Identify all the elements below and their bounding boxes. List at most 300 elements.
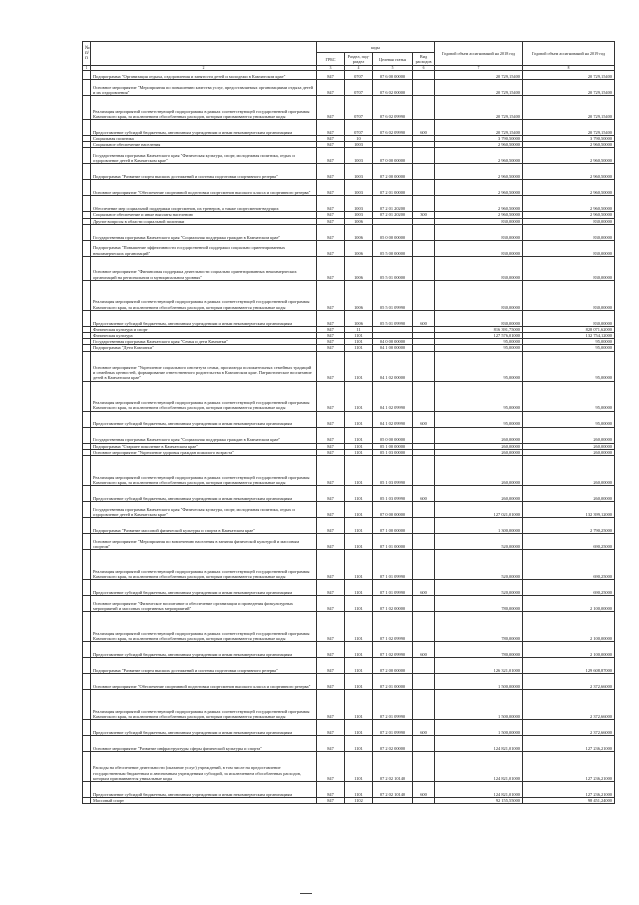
cell-v2: 95,00000 (523, 351, 615, 381)
table-row (83, 642, 615, 658)
cell-code: 847 (317, 218, 345, 224)
cell-code: 847 (317, 224, 345, 240)
cell-tgt: 05 5 01 00000 (373, 256, 413, 280)
cell-tgt: 04 1 02 09990 (373, 381, 413, 411)
cell-name: Реализация мероприятий соответствующей подпрограммы в рамках соответствующей государственной программы Камчатского края, за исключением обособленных расходов, которым присваиваются уникальные коды (91, 96, 317, 120)
cell-sec: 1101 (345, 580, 373, 596)
cell-code: 847 (317, 443, 345, 449)
cell-name: Реализация мероприятий соответствующей подпрограммы в рамках соответствующей государственной программы Камчатского края, за исключением обособленных расходов, которым присваиваются уникальные коды (91, 690, 317, 720)
cell-v1: 20 729,15400 (435, 120, 523, 136)
cell-num (83, 752, 91, 782)
cell-v2: 95,00000 (523, 345, 615, 351)
cell-v1: 2 960,50000 (435, 212, 523, 218)
cell-vr (413, 427, 435, 443)
cell-v1: 20 729,15400 (435, 71, 523, 80)
cell-code: 847 (317, 80, 345, 96)
cell-num (83, 148, 91, 164)
cell-name: Подпрограмма "Развитие спорта высших достижений и системы подготовки спортивного резерва" (91, 164, 317, 180)
cell-sec: 1102 (345, 798, 373, 804)
cell-sec: 1101 (345, 550, 373, 580)
cell-v1: 20 729,15400 (435, 80, 523, 96)
cell-v2: 129 608,87000 (523, 658, 615, 674)
cell-v2: 830,00000 (523, 310, 615, 326)
cell-v1: 95,00000 (435, 339, 523, 345)
cell-v2: 830,00000 (523, 224, 615, 240)
table-row (83, 534, 615, 550)
table-row (83, 280, 615, 310)
cell-sec: 1101 (345, 411, 373, 427)
cell-tgt: 05 1 03 09990 (373, 486, 413, 502)
cell-num (83, 658, 91, 674)
cell-num (83, 596, 91, 612)
cell-v1: 830,00000 (435, 240, 523, 256)
cell-sec: 1003 (345, 164, 373, 180)
cell-sec: 1101 (345, 642, 373, 658)
index-cell: 2 (91, 66, 317, 71)
cell-v1: 260,00000 (435, 449, 523, 455)
index-cell: 4 (345, 66, 373, 71)
cell-name: Государственная программа Камчатского края "Семья и дети Камчатки" (91, 339, 317, 345)
cell-v1: 830,00000 (435, 224, 523, 240)
table-row (83, 518, 615, 534)
table-row (83, 736, 615, 752)
cell-code: 847 (317, 142, 345, 148)
cell-vr (413, 196, 435, 212)
table-row (83, 351, 615, 381)
cell-sec: 1101 (345, 443, 373, 449)
cell-vr (413, 381, 435, 411)
cell-code: 847 (317, 310, 345, 326)
cell-v2: 2 960,50000 (523, 148, 615, 164)
cell-name: Физическая культура (91, 333, 317, 339)
table-row (83, 71, 615, 80)
cell-vr: 600 (413, 310, 435, 326)
table-row (83, 411, 615, 427)
cell-tgt: 04 1 02 09990 (373, 411, 413, 427)
cell-code: 847 (317, 280, 345, 310)
cell-vr (413, 596, 435, 612)
cell-num (83, 280, 91, 310)
cell-name: Предоставление субсидий бюджетным, автономным учреждениям и иным некоммерческим организациям (91, 411, 317, 427)
cell-sec: 0707 (345, 96, 373, 120)
cell-tgt: 07 0 00 00000 (373, 502, 413, 518)
cell-code: 847 (317, 345, 345, 351)
cell-v2: 260,00000 (523, 486, 615, 502)
cell-v1: 780,00000 (435, 612, 523, 642)
cell-v1: 1 300,00000 (435, 518, 523, 534)
cell-tgt: 05 5 00 00000 (373, 240, 413, 256)
cell-name: Реализация мероприятий соответствующей подпрограммы в рамках соответствующей государственной программы Камчатского края, за исключением обособленных расходов, которым присваиваются уникальные коды (91, 280, 317, 310)
cell-v2: 2 372,66000 (523, 690, 615, 720)
table-row (83, 502, 615, 518)
cell-tgt: 07 2 01 20200 (373, 196, 413, 212)
cell-num (83, 224, 91, 240)
cell-vr (413, 736, 435, 752)
cell-tgt: 05 1 03 00000 (373, 449, 413, 455)
cell-tgt: 07 1 02 00000 (373, 596, 413, 612)
table-header (83, 42, 615, 71)
cell-tgt: 07 2 01 09990 (373, 690, 413, 720)
cell-tgt: 05 1 00 00000 (373, 443, 413, 449)
cell-code: 847 (317, 534, 345, 550)
cell-name: Подпрограмма "Развитие массовой физической культуры и спорта в Камчатском крае" (91, 518, 317, 534)
cell-name: Предоставление субсидий бюджетным, автономным учреждениям и иным некоммерческим организациям (91, 120, 317, 136)
cell-name: Подпрограмма "Старшее поколение в Камчатском крае" (91, 443, 317, 449)
cell-tgt: 04 1 00 00000 (373, 345, 413, 351)
table-row (83, 456, 615, 486)
cell-v1: 2 960,50000 (435, 164, 523, 180)
cell-code: 847 (317, 136, 345, 142)
cell-sec: 1101 (345, 612, 373, 642)
cell-code: 847 (317, 736, 345, 752)
cell-num (83, 96, 91, 120)
cell-sec: 1101 (345, 381, 373, 411)
cell-tgt: 07 6 00 00000 (373, 71, 413, 80)
cell-vr (413, 798, 435, 804)
cell-sec: 11 (345, 326, 373, 332)
cell-sec: 1101 (345, 736, 373, 752)
cell-tgt: 07 2 02 10140 (373, 752, 413, 782)
cell-v2: 127 236,21000 (523, 736, 615, 752)
cell-name: Государственная программа Камчатского края "Социальная поддержка граждан в Камчатском крае" (91, 427, 317, 443)
cell-v2: 260,00000 (523, 449, 615, 455)
cell-v2: 830,00000 (523, 280, 615, 310)
cell-vr: 600 (413, 642, 435, 658)
header-num-pp: п/п (85, 51, 90, 61)
cell-v1: 260,00000 (435, 456, 523, 486)
cell-v1: 3 790,50000 (435, 136, 523, 142)
cell-code: 847 (317, 381, 345, 411)
header-num (83, 42, 91, 66)
cell-name: Основное мероприятие "Мероприятия по повышению качества услуг, предоставляемых организациями отдыха детей и их оздоровления" (91, 80, 317, 96)
cell-code: 847 (317, 456, 345, 486)
cell-name: Расходы на обеспечение деятельности (оказание услуг) учреждений, в том числе на предоставление государственным бюджетным и автономным учреждениям субсидий, за исключением обособленных расходов, которым присваиваются уникальные коды (91, 752, 317, 782)
cell-num (83, 612, 91, 642)
cell-code: 847 (317, 596, 345, 612)
cell-v2: 95,00000 (523, 339, 615, 345)
header-y2019: Годовой объем ассигнований на 2019 год (523, 42, 615, 66)
cell-name: Предоставление субсидий бюджетным, автономным учреждениям и иным некоммерческим организациям (91, 310, 317, 326)
table-row (83, 782, 615, 798)
cell-code: 847 (317, 212, 345, 218)
cell-name: Основное мероприятие "Обеспечение спортивной подготовки спортсменов высокого класса и спортивного резерва" (91, 180, 317, 196)
cell-num (83, 690, 91, 720)
header-target: Целевая статья (373, 53, 413, 66)
cell-code: 847 (317, 148, 345, 164)
cell-tgt: 07 1 01 09990 (373, 580, 413, 596)
cell-tgt: 04 0 00 00000 (373, 339, 413, 345)
cell-v1: 1 500,00000 (435, 674, 523, 690)
cell-name: Реализация мероприятий соответствующей подпрограммы в рамках соответствующей государственной программы Камчатского края, за исключением обособленных расходов, которым присваиваются уникальные коды (91, 612, 317, 642)
table-row (83, 752, 615, 782)
cell-vr (413, 502, 435, 518)
cell-tgt: 05 5 01 09990 (373, 310, 413, 326)
cell-v2: 2 372,66000 (523, 674, 615, 690)
cell-v1: 124 821,01000 (435, 782, 523, 798)
cell-code: 847 (317, 71, 345, 80)
header-name (91, 42, 317, 66)
cell-v2: 690,25000 (523, 534, 615, 550)
index-cell: 3 (317, 66, 345, 71)
cell-v2: 260,00000 (523, 443, 615, 449)
index-cell: 6 (413, 66, 435, 71)
cell-name: Социальное обеспечение и иные выплаты населению (91, 212, 317, 218)
cell-vr (413, 240, 435, 256)
cell-code: 847 (317, 518, 345, 534)
cell-tgt: 05 5 01 09990 (373, 280, 413, 310)
table-row (83, 196, 615, 212)
cell-tgt: 07 1 02 09990 (373, 612, 413, 642)
table-row (83, 427, 615, 443)
table-row (83, 580, 615, 596)
cell-sec: 1003 (345, 180, 373, 196)
table-row (83, 658, 615, 674)
cell-v1: 95,00000 (435, 345, 523, 351)
cell-code: 847 (317, 196, 345, 212)
cell-sec: 1101 (345, 456, 373, 486)
cell-vr (413, 80, 435, 96)
cell-vr (413, 351, 435, 381)
cell-v1: 1 500,00000 (435, 690, 523, 720)
cell-code: 847 (317, 427, 345, 443)
cell-name: Основное мероприятие "Финансовая поддержка деятельности социально ориентированных некоммерческих организаций на региональном и муниципальном уровнях" (91, 256, 317, 280)
cell-tgt: 07 2 01 00000 (373, 674, 413, 690)
cell-sec: 1101 (345, 333, 373, 339)
cell-v2: 2 960,50000 (523, 196, 615, 212)
cell-num (83, 486, 91, 502)
cell-vr (413, 658, 435, 674)
cell-code: 847 (317, 333, 345, 339)
index-cell: 7 (435, 66, 523, 71)
cell-v1: 816 391,75000 (435, 326, 523, 332)
cell-code: 847 (317, 339, 345, 345)
cell-v2: 3 790,50000 (523, 136, 615, 142)
cell-tgt: 05 0 00 00000 (373, 427, 413, 443)
cell-num (83, 411, 91, 427)
cell-sec: 1006 (345, 224, 373, 240)
cell-code: 847 (317, 550, 345, 580)
cell-vr: 600 (413, 782, 435, 798)
cell-v2: 2 100,00000 (523, 612, 615, 642)
table-row (83, 550, 615, 580)
cell-tgt: 07 6 02 00000 (373, 80, 413, 96)
cell-v2: 2 100,00000 (523, 642, 615, 658)
cell-v2: 2 960,50000 (523, 164, 615, 180)
cell-num (83, 580, 91, 596)
cell-vr (413, 224, 435, 240)
cell-v1: 780,00000 (435, 642, 523, 658)
table-row (83, 674, 615, 690)
cell-vr: 600 (413, 120, 435, 136)
cell-tgt: 07 2 01 00000 (373, 180, 413, 196)
cell-num (83, 381, 91, 411)
cell-vr (413, 180, 435, 196)
cell-name: Реализация мероприятий соответствующей подпрограммы в рамках соответствующей государственной программы Камчатского края, за исключением обособленных расходов, которым присваиваются уникальные коды (91, 381, 317, 411)
cell-v2: 2 960,50000 (523, 180, 615, 196)
cell-num (83, 164, 91, 180)
cell-name: Предоставление субсидий бюджетным, автономным учреждениям и иным некоммерческим организациям (91, 486, 317, 502)
cell-num (83, 351, 91, 381)
cell-sec: 0707 (345, 71, 373, 80)
cell-name: Физическая культура и спорт (91, 326, 317, 332)
cell-vr (413, 674, 435, 690)
cell-v2: 2 100,00000 (523, 596, 615, 612)
cell-sec: 1101 (345, 534, 373, 550)
cell-v2: 20 729,15400 (523, 80, 615, 96)
cell-v2: 830,00000 (523, 218, 615, 224)
cell-vr (413, 690, 435, 720)
cell-vr: 600 (413, 486, 435, 502)
cell-v1: 95,00000 (435, 351, 523, 381)
table-row (83, 486, 615, 502)
table-row (83, 120, 615, 136)
cell-v1: 260,00000 (435, 427, 523, 443)
budget-sheet (82, 41, 614, 804)
cell-vr (413, 148, 435, 164)
cell-tgt: 07 2 01 20200 (373, 212, 413, 218)
cell-v1: 2 960,50000 (435, 148, 523, 164)
cell-sec: 10 (345, 136, 373, 142)
table-row (83, 240, 615, 256)
cell-sec: 1006 (345, 218, 373, 224)
table-row (83, 690, 615, 720)
cell-sec: 1101 (345, 339, 373, 345)
cell-num (83, 427, 91, 443)
index-cell: 1 (83, 66, 91, 71)
cell-name: Реализация мероприятий соответствующей подпрограммы в рамках соответствующей государственной программы Камчатского края, за исключением обособленных расходов, которым присваиваются уникальные коды (91, 456, 317, 486)
cell-sec: 1101 (345, 518, 373, 534)
cell-vr (413, 96, 435, 120)
table-row (83, 148, 615, 164)
cell-v2: 260,00000 (523, 456, 615, 486)
cell-sec: 1101 (345, 345, 373, 351)
cell-v2: 132 754,12000 (523, 333, 615, 339)
cell-code: 847 (317, 502, 345, 518)
cell-vr (413, 71, 435, 80)
header-grbs: ГРБС (317, 53, 345, 66)
cell-v2: 20 729,15400 (523, 120, 615, 136)
cell-v1: 260,00000 (435, 443, 523, 449)
cell-num (83, 310, 91, 326)
cell-name: Предоставление субсидий бюджетным, автономным учреждениям и иным некоммерческим организациям (91, 642, 317, 658)
table-row (83, 612, 615, 642)
cell-name: Реализация мероприятий соответствующей подпрограммы в рамках соответствующей государственной программы Камчатского края, за исключением обособленных расходов, которым присваиваются уникальные коды (91, 550, 317, 580)
table-row (83, 596, 615, 612)
cell-name: Основное мероприятие "Укрепление здоровья граждан пожилого возраста" (91, 449, 317, 455)
cell-code: 847 (317, 690, 345, 720)
cell-name: Подпрограмма "Дети Камчатки" (91, 345, 317, 351)
table-row (83, 798, 615, 804)
cell-num (83, 550, 91, 580)
table-row (83, 180, 615, 196)
cell-tgt (373, 798, 413, 804)
header-section: Раздел, под-раздел (345, 53, 373, 66)
cell-sec: 1101 (345, 752, 373, 782)
cell-v2: 260,00000 (523, 427, 615, 443)
cell-code: 847 (317, 674, 345, 690)
cell-v2: 132 399,12000 (523, 502, 615, 518)
cell-name: Государственная программа Камчатского края "Физическая культура, спорт, молодежная политика, отдых и оздоровление детей в Камчатском крае" (91, 148, 317, 164)
cell-vr: 600 (413, 411, 435, 427)
cell-code: 847 (317, 180, 345, 196)
cell-sec: 1101 (345, 486, 373, 502)
cell-v2: 830,00000 (523, 256, 615, 280)
cell-v2: 690,25000 (523, 550, 615, 580)
cell-tgt: 07 1 01 00000 (373, 534, 413, 550)
cell-vr (413, 752, 435, 782)
cell-sec: 1101 (345, 674, 373, 690)
cell-name: Предоставление субсидий бюджетным, автономным учреждениям и иным некоммерческим организациям (91, 580, 317, 596)
cell-v2: 95,00000 (523, 381, 615, 411)
cell-tgt: 07 6 02 09990 (373, 96, 413, 120)
cell-v1: 520,00000 (435, 550, 523, 580)
cell-v1: 126 321,01000 (435, 658, 523, 674)
cell-vr (413, 518, 435, 534)
cell-vr: 600 (413, 580, 435, 596)
cell-num (83, 782, 91, 798)
cell-v2: 127 236,21000 (523, 782, 615, 798)
cell-code: 847 (317, 351, 345, 381)
table-row (83, 96, 615, 120)
cell-name: Подпрограмма "Повышение эффективности государственной поддержки социально ориентированных некоммерческих организаций" (91, 240, 317, 256)
cell-tgt: 07 6 02 09990 (373, 120, 413, 136)
cell-name: Социальная политика (91, 136, 317, 142)
cell-name: Основное мероприятие "Укрепление социального института семьи, пропаганда положительных семейных традиций и семейных ценностей, формирование ответственного родительства в Камчатском крае. Патриотическое воспитание детей в Камчатском крае" (91, 351, 317, 381)
cell-sec: 1003 (345, 148, 373, 164)
cell-code: 847 (317, 411, 345, 427)
cell-sec: 1006 (345, 240, 373, 256)
table-body (83, 71, 615, 804)
cell-sec: 1006 (345, 310, 373, 326)
cell-v2: 2 790,25000 (523, 518, 615, 534)
cell-vr (413, 550, 435, 580)
table-row (83, 720, 615, 736)
cell-code: 847 (317, 658, 345, 674)
cell-sec: 1101 (345, 427, 373, 443)
cell-code: 847 (317, 240, 345, 256)
cell-code: 847 (317, 326, 345, 332)
cell-num (83, 518, 91, 534)
table-row (83, 256, 615, 280)
cell-name: Социальное обеспечение населения (91, 142, 317, 148)
cell-v1: 780,00000 (435, 596, 523, 612)
cell-name: Основное мероприятие "Мероприятия по вовлечению населения в занятия физической культурой и массовым спортом" (91, 534, 317, 550)
cell-name: Подпрограмма "Развитие спорта высших достижений и системы подготовки спортивного резерва" (91, 658, 317, 674)
cell-code: 847 (317, 798, 345, 804)
cell-code: 847 (317, 752, 345, 782)
cell-name: Массовый спорт (91, 798, 317, 804)
cell-tgt: 07 2 01 09990 (373, 720, 413, 736)
cell-code: 847 (317, 256, 345, 280)
cell-code: 847 (317, 720, 345, 736)
cell-v2: 95,00000 (523, 411, 615, 427)
cell-num (83, 674, 91, 690)
cell-vr: 300 (413, 212, 435, 218)
cell-vr (413, 280, 435, 310)
table-row (83, 381, 615, 411)
cell-v1: 92 155,55000 (435, 798, 523, 804)
cell-tgt: 07 1 02 09990 (373, 642, 413, 658)
cell-code: 847 (317, 449, 345, 455)
cell-tgt: 05 1 03 09990 (373, 456, 413, 486)
cell-tgt: 05 0 00 00000 (373, 224, 413, 240)
cell-sec: 1101 (345, 502, 373, 518)
cell-v1: 260,00000 (435, 486, 523, 502)
cell-v1: 520,00000 (435, 580, 523, 596)
cell-num (83, 256, 91, 280)
cell-num (83, 720, 91, 736)
cell-vr (413, 612, 435, 642)
